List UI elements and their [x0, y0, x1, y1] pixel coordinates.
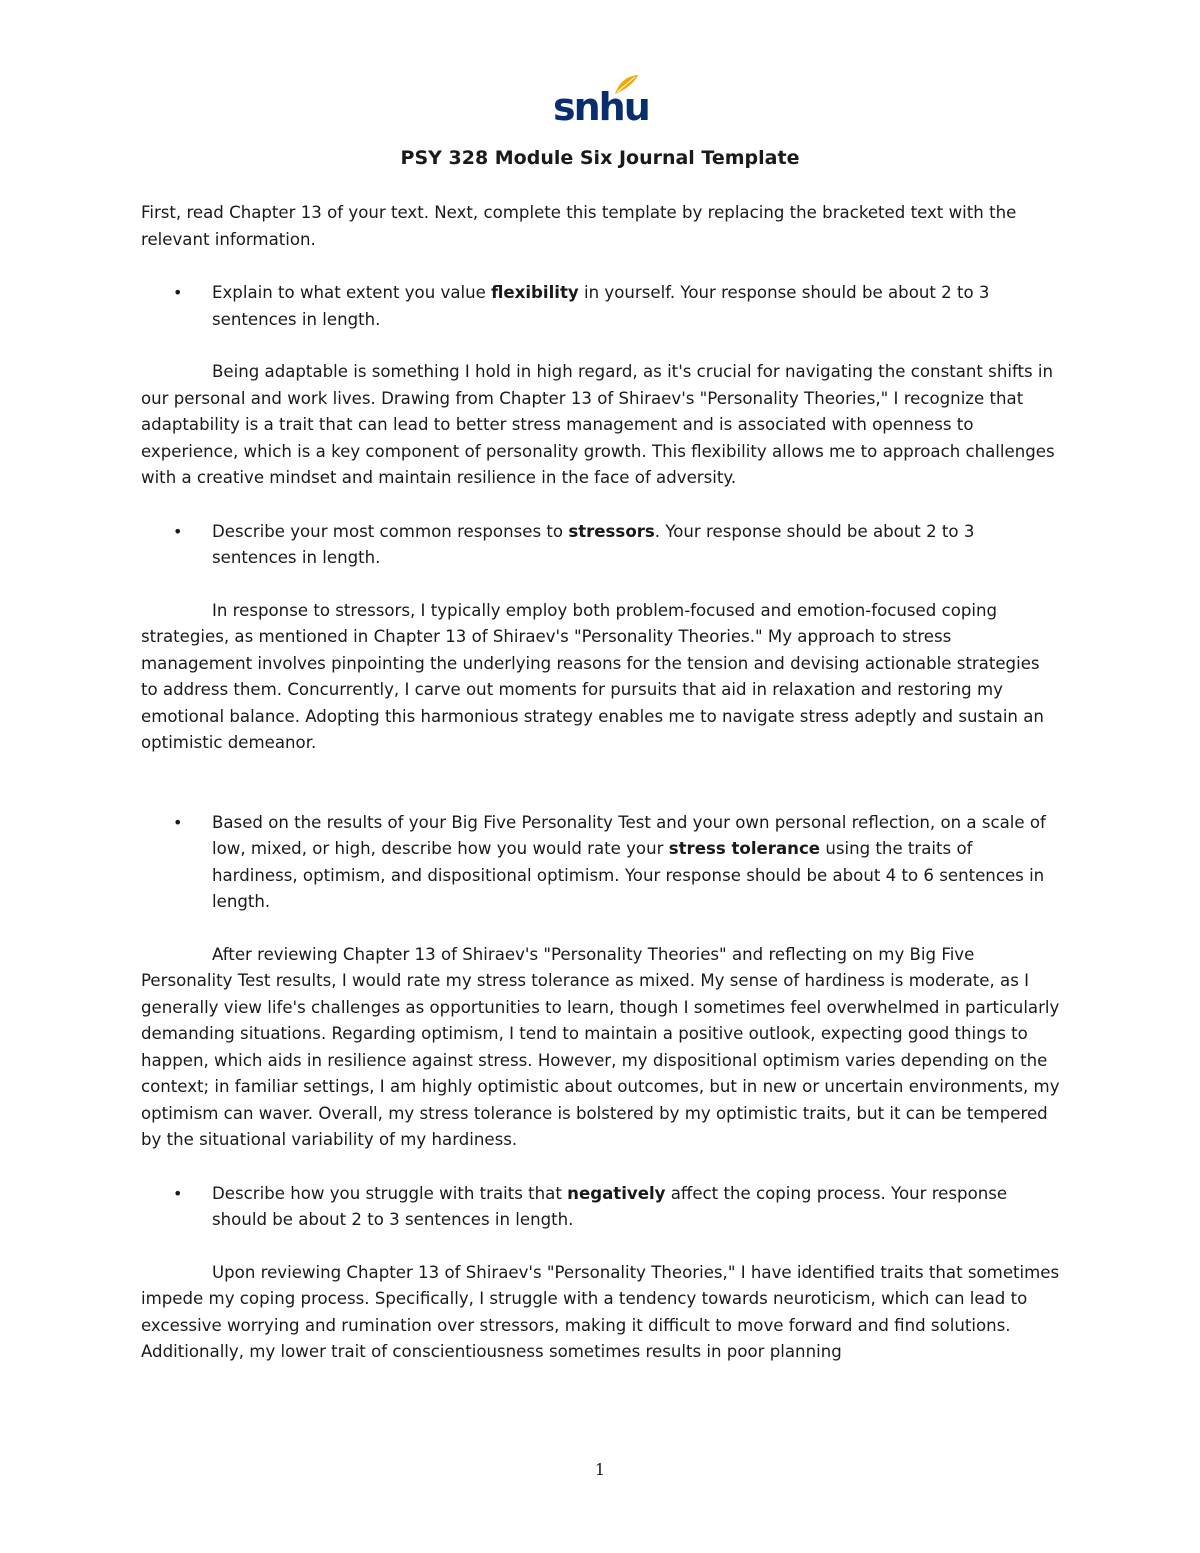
prompt-text: using the traits of hardiness, optimism, and dispositional optimism. Your response should be about 4 to 6 sentences in length.	[212, 839, 1045, 911]
prompt-text: in yourself. Your response should be about 2 to 3 sentences in length.	[212, 283, 990, 329]
page-number: 1	[594, 1460, 606, 1479]
prompt-keyword: stress tolerance	[668, 839, 821, 858]
answer-stressors: In response to stressors, I typically employ both problem-focused and emotion-focused coping strategies, as mentioned in Chapter 13 of Shiraev's "Personality Theories." My approach to stress management involves pinpointing the underlying reasons for the tension and devising actionable strategies to address them. Concurrently, I carve out moments for pursuits that aid in relaxation and restoring my emotional balance. Adopting this harmonious strategy enables me to navigate stress adeptly and sustain an optimistic demeanor.	[141, 600, 1044, 752]
bullet-icon: •	[173, 521, 183, 541]
document-body	[141, 200, 1061, 1393]
page-title: PSY 328 Module Six Journal Template	[400, 147, 800, 169]
prompt-negative-traits	[141, 1181, 1061, 1234]
bullet-icon: •	[173, 283, 183, 302]
intro-paragraph: First, read Chapter 13 of your text. Next, complete this template by replacing the bracketed text with the relevant information.	[141, 203, 1017, 249]
prompt-stressors	[141, 519, 1061, 572]
bullet-icon: •	[173, 812, 183, 832]
logo-wordmark: snhu	[553, 85, 649, 129]
prompt-text: Based on the results of your Big Five Personality Test and your own personal reflection, on a scale of low, mixed, or high, describe how you would rate your	[212, 812, 1046, 858]
snhu-logo	[553, 74, 649, 132]
prompt-text: Describe your most common responses to	[212, 521, 569, 541]
prompt-text: affect the coping process. Your response should be about 2 to 3 sentences in length.	[212, 1183, 1008, 1229]
answer-flexibility: Being adaptable is something I hold in high regard, as it's crucial for navigating the constant shifts in our personal and work lives. Drawing from Chapter 13 of Shiraev's "Personality Theories," I recognize that adaptability is a trait that can lead to better stress management and is associated with openness to experience, which is a key component of personality growth. This flexibility allows me to approach challenges with a creative mindset and maintain resilience in the face of adversity.	[141, 362, 1055, 487]
prompt-text: Explain to what extent you value	[212, 283, 492, 302]
prompt-stress-tolerance	[141, 810, 1061, 916]
bullet-icon: •	[173, 1183, 183, 1203]
prompt-text: . Your response should be about 2 to 3 sentences in length.	[212, 521, 975, 567]
prompt-flexibility	[141, 280, 1061, 333]
prompt-text: Describe how you struggle with traits that	[212, 1183, 568, 1203]
prompt-keyword: stressors	[568, 521, 655, 541]
answer-stress-tolerance: After reviewing Chapter 13 of Shiraev's "Personality Theories" and reflecting on my Big Five Personality Test results, I would rate my stress tolerance as mixed. My sense of hardiness is moderate, as I generally view life's challenges as opportunities to learn, though I sometimes feel overwhelmed in particularly demanding situations. Regarding optimism, I tend to maintain a positive outlook, expecting good things to happen, which aids in resilience against stress. However, my dispositional optimism varies depending on the context; in familiar settings, I am highly optimistic about outcomes, but in new or uncertain environments, my optimism can waver. Overall, my stress tolerance is bolstered by my optimistic traits, but it can be tempered by the situational variability of my hardiness.	[141, 944, 1060, 1149]
answer-negative-traits: Upon reviewing Chapter 13 of Shiraev's "Personality Theories," I have identified traits that sometimes impede my coping process. Specifically, I struggle with a tendency towards neuroticism, which can lead to excessive worrying and rumination over stressors, making it difficult to move forward and find solutions. Additionally, my lower trait of conscientiousness sometimes results in poor planning	[141, 1262, 1060, 1361]
prompt-keyword: flexibility	[491, 283, 579, 302]
prompt-keyword: negatively	[567, 1183, 666, 1203]
